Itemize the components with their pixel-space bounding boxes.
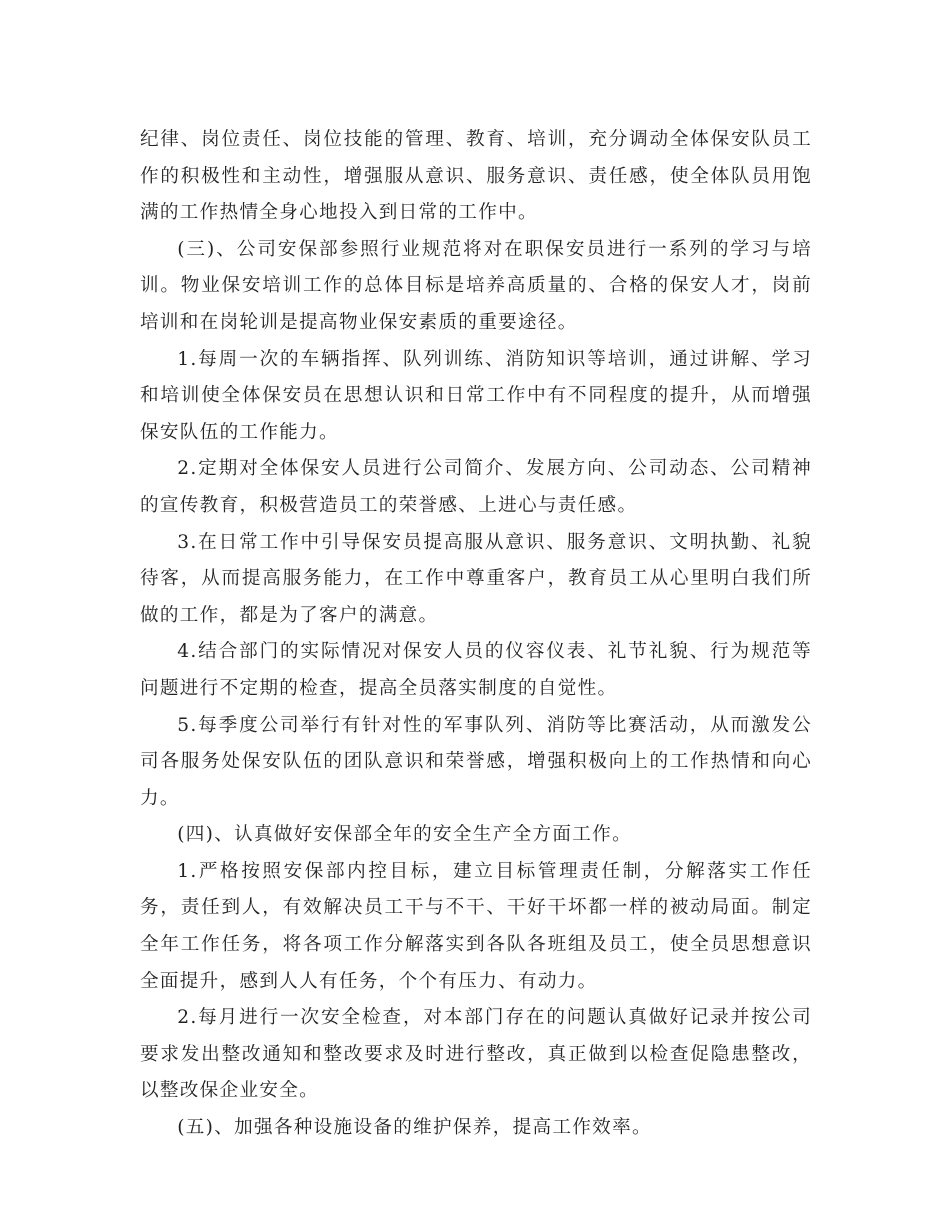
paragraph-item-2: 2.定期对全体保安人员进行公司简介、发展方向、公司动态、公司精神的宣传教育，积极营造员工的荣誉感、上进心与责任感。	[140, 458, 812, 516]
document-page	[140, 122, 812, 1147]
paragraph-continuation: 纪律、岗位责任、岗位技能的管理、教育、培训，充分调动全体保安队员工作的积极性和主动性，增强服从意识、服务意识、责任感，使全体队员用饱满的工作热情全身心地投入到日常的工作中。	[140, 129, 812, 224]
paragraph-item-1: 1.每周一次的车辆指挥、队列训练、消防知识等培训，通过讲解、学习和培训使全体保安员在思想认识和日常工作中有不同程度的提升，从而增强保安队伍的工作能力。	[140, 348, 812, 443]
paragraph-section-five: (五)、加强各种设施设备的维护保养，提高工作效率。	[177, 1117, 652, 1139]
paragraph-section-four-item-1: 1.严格按照安保部内控目标，建立目标管理责任制，分解落实工作任务，责任到人，有效解决员工干与不干、干好干坏都一样的被动局面。制定全年工作任务，将各项工作分解落实到各队各班组及员工，使全员思想意识全面提升，感到人人有任务，个个有压力、有动力。	[140, 860, 812, 992]
paragraph-item-5: 5.每季度公司举行有针对性的军事队列、消防等比赛活动，从而激发公司各服务处保安队伍的团队意识和荣誉感，增强积极向上的工作热情和向心力。	[140, 714, 812, 809]
paragraph-item-3: 3.在日常工作中引导保安员提高服从意识、服务意识、文明执勤、礼貌待客，从而提高服务能力，在工作中尊重客户，教育员工从心里明白我们所做的工作，都是为了客户的满意。	[140, 531, 812, 626]
paragraph-item-4: 4.结合部门的实际情况对保安人员的仪容仪表、礼节礼貌、行为规范等问题进行不定期的检查，提高全员落实制度的自觉性。	[140, 641, 812, 699]
paragraph-section-four: (四)、认真做好安保部全年的安全生产全方面工作。	[177, 824, 632, 846]
paragraph-section-four-item-2: 2.每月进行一次安全检查，对本部门存在的问题认真做好记录并按公司要求发出整改通知和整改要求及时进行整改，真正做到以检查促隐患整改，以整改保企业安全。	[140, 1007, 812, 1102]
paragraph-section-three: (三)、公司安保部参照行业规范将对在职保安员进行一系列的学习与培训。物业保安培训工作的总体目标是培养高质量的、合格的保安人才，岗前培训和在岗轮训是提高物业保安素质的重要途径。	[140, 238, 812, 333]
